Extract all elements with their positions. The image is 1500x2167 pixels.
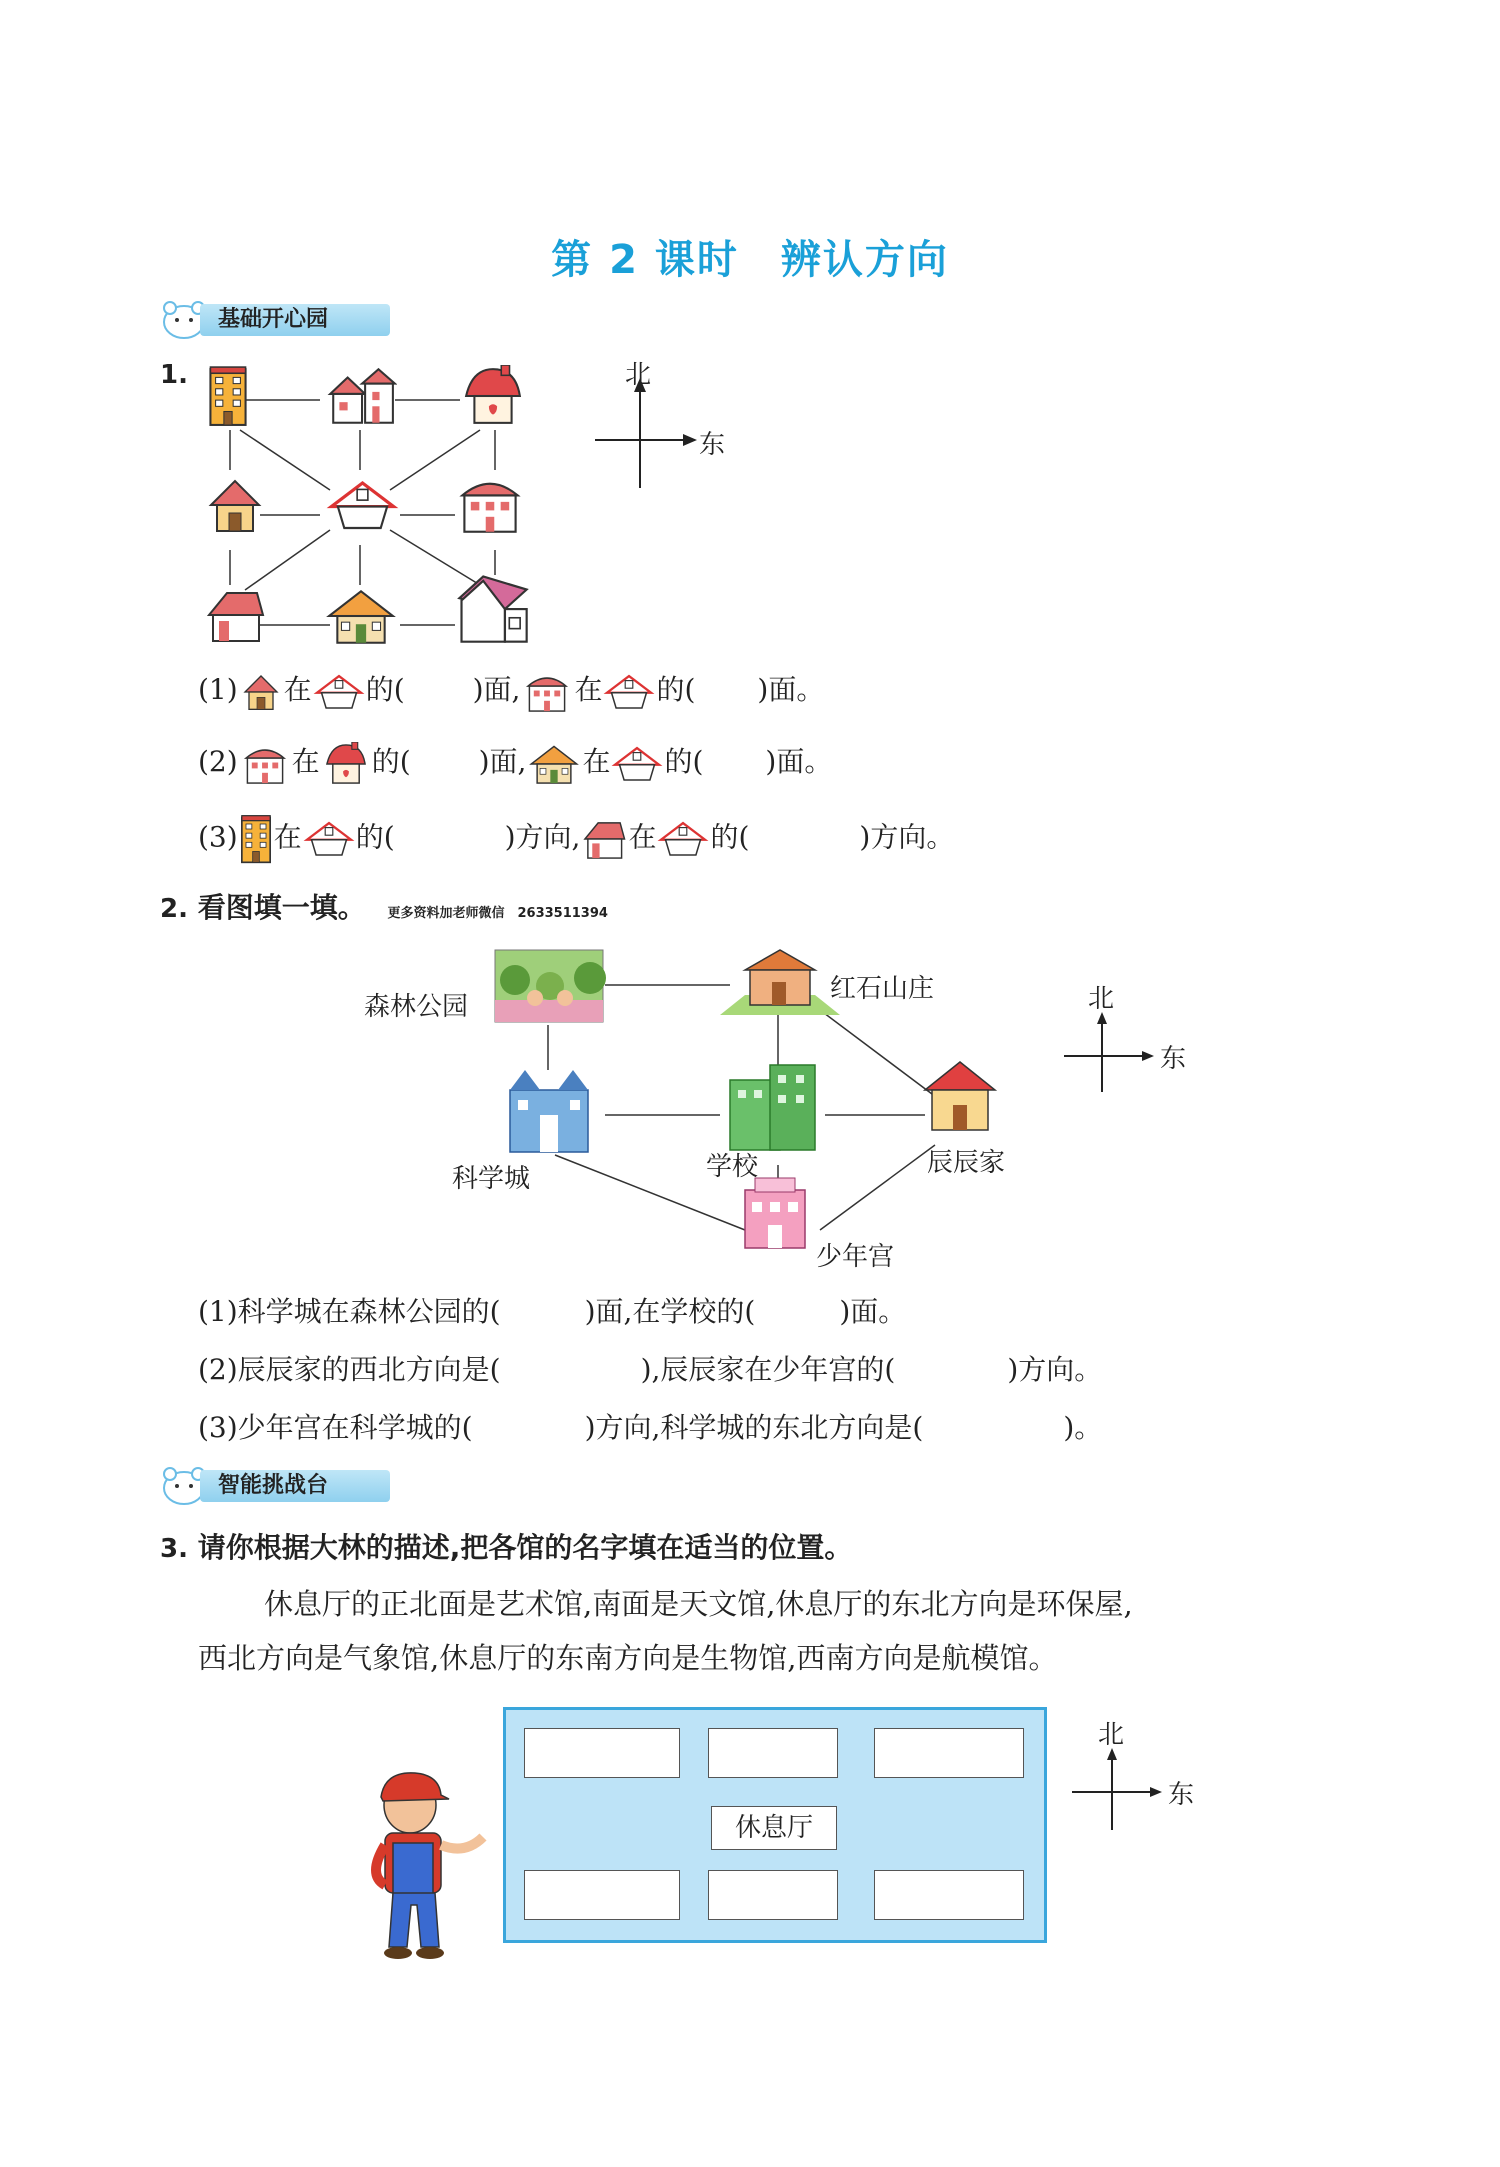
page-title: 第 2 课时 辨认方向 [551,237,949,283]
compass [1062,980,1202,1100]
youth-palace-icon [745,1178,805,1248]
forest-park-icon [495,950,606,1022]
tower-building-icon [210,367,245,425]
tower-building-icon [238,814,274,864]
compass-north: 北 [1088,984,1115,1014]
small-house-icon [209,593,263,641]
center-house-icon [656,820,710,858]
blank-cell-south[interactable] [708,1870,838,1920]
label-forest-park: 森林公园 [364,992,469,1022]
q2-line-2: (2)辰辰家的西北方向是( ),辰辰家在少年宫的( )方向。 [198,1353,1103,1386]
compass-north: 北 [1098,1720,1125,1750]
center-house-icon [610,745,664,783]
compass [595,360,735,500]
section-banner-challenge [160,1462,400,1506]
small-house-icon [580,817,628,861]
q2-line-3: (3)少年宫在科学城的( )方向,科学城的东北方向是( )。 [198,1411,1103,1444]
section-banner-basic [160,296,400,340]
q1-line-1: (1) 在 的( )面, 在 的( )面。 [198,668,824,714]
label-chenchen-home: 辰辰家 [927,1148,1006,1178]
school-icon [730,1065,815,1150]
compass [1070,1716,1200,1836]
house-network-diagram [190,360,550,660]
cottage-icon [238,672,284,712]
section-title: 基础开心园 [218,307,329,332]
row-house-icon [520,670,574,714]
center-house-icon [312,673,366,711]
mushroom-house-icon [320,742,372,786]
label-school: 学校 [706,1152,759,1182]
row-house-icon [462,484,517,532]
label-science-city: 科学城 [452,1164,531,1194]
question-3-heading: 3. 请你根据大林的描述,把各馆的名字填在适当的位置。 [160,1531,853,1564]
cottage-icon [211,481,259,531]
q3-description-1: 休息厅的正北面是艺术馆,南面是天文馆,休息厅的东北方向是环保屋, [264,1587,1133,1621]
mushroom-house-icon [466,365,520,423]
rest-hall-label: 休息厅 [711,1806,837,1850]
blank-cell-north[interactable] [708,1728,838,1778]
q2-line-1: (1)科学城在森林公园的( )面,在学校的( )面。 [198,1295,907,1328]
compass-east: 东 [1160,1044,1187,1074]
bungalow-icon [526,742,582,786]
museum-layout-map [503,1707,1047,1943]
q3-description-2: 西北方向是气象馆,休息厅的东南方向是生物馆,西南方向是航模馆。 [198,1641,1058,1675]
label-villa: 红石山庄 [830,974,935,1004]
villa-icon [720,950,840,1015]
question-number: 1. [160,360,188,390]
compass-north: 北 [625,360,652,390]
compass-east: 东 [699,430,726,460]
compass-east: 东 [1168,1780,1195,1810]
science-city-icon [510,1070,588,1152]
center-house-icon [331,483,393,528]
teacher-note: 更多资料加老师微信 2633511394 [387,906,608,921]
q1-line-3: (3) 在 的( )方向, 在 的( )方向。 [198,814,954,864]
blank-cell-southeast[interactable] [874,1870,1024,1920]
question-2-heading: 2. 看图填一填。 更多资料加老师微信 2633511394 [160,891,608,924]
row-house-icon [238,742,292,786]
blank-cell-northwest[interactable] [524,1728,680,1778]
blank-cell-southwest[interactable] [524,1870,680,1920]
q1-line-2: (2) 在 的( )面, 在 的( )面。 [198,740,832,786]
worker-character-icon [345,1765,495,1965]
twin-houses-icon [330,369,395,422]
bungalow-icon [329,591,393,642]
center-house-icon [602,673,656,711]
blank-cell-northeast[interactable] [874,1728,1024,1778]
section-title: 智能挑战台 [218,1473,329,1498]
center-house-icon [302,820,356,858]
chenchen-home-icon [925,1062,995,1130]
slanted-house-icon [459,577,526,642]
label-youth-palace: 少年宫 [816,1242,895,1272]
